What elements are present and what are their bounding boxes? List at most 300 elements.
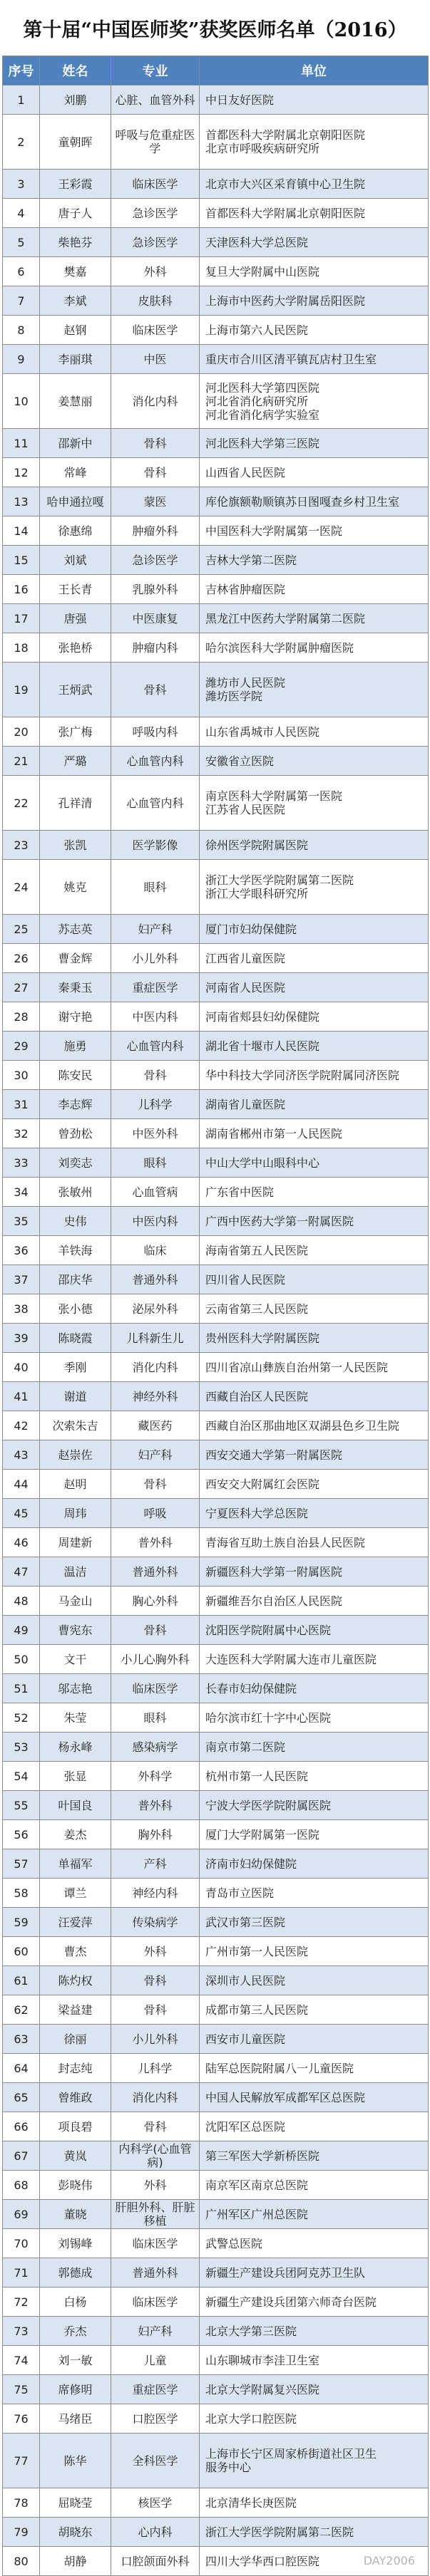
- unit-line: 浙江大学眼科研究所: [205, 887, 309, 900]
- cell-num: 35: [3, 1207, 40, 1236]
- cell-name: 赵崇佐: [40, 1440, 111, 1470]
- cell-specialty: 骨科: [111, 458, 200, 487]
- cell-specialty: 全科医学: [111, 2434, 200, 2488]
- unit-line: 湖南省儿童医院: [205, 1097, 286, 1111]
- unit-line: 西安市儿童医院: [205, 2032, 286, 2046]
- cell-specialty: 急诊医学: [111, 228, 200, 257]
- table-row: [3, 1908, 429, 1937]
- cell-specialty: 产科: [111, 1849, 200, 1879]
- table-row: [3, 257, 429, 286]
- cell-unit: [200, 316, 429, 345]
- unit-line: 武警总医院: [205, 2236, 263, 2250]
- cell-name: 陈华: [40, 2434, 111, 2488]
- table-row: [3, 316, 429, 345]
- cell-num: 53: [3, 1733, 40, 1762]
- table-row: [3, 1119, 429, 1148]
- cell-unit: [200, 286, 429, 316]
- cell-unit: [200, 1324, 429, 1353]
- cell-name: 严璐: [40, 747, 111, 776]
- cell-unit: [200, 575, 429, 604]
- cell-name: 马金山: [40, 1586, 111, 1616]
- cell-unit: [200, 2141, 429, 2171]
- cell-num: 28: [3, 1002, 40, 1032]
- cell-unit: [200, 1470, 429, 1499]
- cell-unit: [200, 1353, 429, 1382]
- cell-name: 张艳桥: [40, 633, 111, 663]
- cell-num: 13: [3, 487, 40, 516]
- cell-unit: [200, 2229, 429, 2258]
- cell-num: 11: [3, 429, 40, 458]
- table-row: [3, 1791, 429, 1820]
- unit-line: 新疆维吾尔自治区人民医院: [205, 1594, 343, 1608]
- cell-unit: [200, 2025, 429, 2054]
- unit-line: 重庆市合川区清平镇瓦店村卫生室: [205, 352, 377, 366]
- unit-line: 新疆医科大学第一附属医院: [205, 1564, 343, 1579]
- cell-unit: [200, 2346, 429, 2375]
- cell-specialty: 外科: [111, 2171, 200, 2200]
- cell-unit: [200, 199, 429, 228]
- table-row: [3, 776, 429, 831]
- cell-unit: [200, 1645, 429, 1674]
- cell-num: 80: [3, 2547, 40, 2576]
- unit-line: 沈阳医学院附属中心医院: [205, 1623, 332, 1637]
- cell-unit: [200, 2375, 429, 2404]
- cell-unit: [200, 1733, 429, 1762]
- cell-unit: [200, 1586, 429, 1616]
- cell-num: 19: [3, 663, 40, 717]
- cell-name: 文干: [40, 1645, 111, 1674]
- table-row: [3, 1616, 429, 1645]
- cell-name: 邬志艳: [40, 1674, 111, 1703]
- watermark: DAY2006: [363, 2554, 415, 2567]
- cell-unit: [200, 1879, 429, 1908]
- table-row: [3, 1207, 429, 1236]
- unit-line: 北京大学附属复兴医院: [205, 2382, 320, 2396]
- cell-num: 15: [3, 546, 40, 575]
- cell-name: 姜慧丽: [40, 374, 111, 429]
- cell-unit: [200, 2258, 429, 2287]
- cell-specialty: 心脏、血管外科: [111, 85, 200, 115]
- table-row: [3, 1762, 429, 1791]
- cell-specialty: 肿瘤外科: [111, 516, 200, 546]
- cell-specialty: 眼科: [111, 1148, 200, 1178]
- cell-unit: [200, 1674, 429, 1703]
- table-row: [3, 286, 429, 316]
- cell-unit: [200, 1294, 429, 1324]
- table-row: [3, 1820, 429, 1849]
- table-row: [3, 915, 429, 944]
- cell-unit: [200, 1119, 429, 1148]
- cell-name: 胡晓东: [40, 2518, 111, 2547]
- cell-name: 刘鹏: [40, 85, 111, 115]
- cell-name: 赵钢: [40, 316, 111, 345]
- cell-unit: [200, 973, 429, 1002]
- cell-specialty: 胸心外科: [111, 1586, 200, 1616]
- cell-specialty: 骨科: [111, 429, 200, 458]
- header-name: 姓名: [40, 56, 111, 85]
- unit-line: 黑龙江中医药大学附属第二医院: [205, 611, 366, 625]
- cell-specialty: 感染病学: [111, 1733, 200, 1762]
- cell-unit: [200, 944, 429, 973]
- cell-num: 16: [3, 575, 40, 604]
- table-row: [3, 1937, 429, 1966]
- cell-specialty: 临床医学: [111, 316, 200, 345]
- cell-specialty: 急诊医学: [111, 546, 200, 575]
- cell-name: 樊嘉: [40, 257, 111, 286]
- cell-unit: [200, 546, 429, 575]
- table-row: [3, 2375, 429, 2404]
- cell-name: 童朝晖: [40, 115, 111, 170]
- cell-num: 7: [3, 286, 40, 316]
- cell-specialty: 消化内科: [111, 2083, 200, 2112]
- table-row: [3, 2434, 429, 2488]
- unit-line: 新疆生产建设兵团第六师奇台医院: [205, 2295, 377, 2309]
- cell-name: 常峰: [40, 458, 111, 487]
- cell-num: 79: [3, 2518, 40, 2547]
- cell-specialty: 中医内科: [111, 1002, 200, 1032]
- cell-unit: [200, 170, 429, 199]
- unit-line: 西安交通大学第一附属医院: [205, 1448, 343, 1462]
- cell-unit: [200, 1528, 429, 1557]
- table-row: [3, 2171, 429, 2200]
- unit-line: 河北省消化病研究所: [205, 394, 309, 408]
- cell-specialty: 中医: [111, 345, 200, 374]
- table-header-row: [3, 56, 429, 85]
- cell-num: 4: [3, 199, 40, 228]
- table-row: [3, 1440, 429, 1470]
- cell-num: 14: [3, 516, 40, 546]
- cell-name: 姚克: [40, 860, 111, 915]
- cell-num: 24: [3, 860, 40, 915]
- cell-name: 苏志英: [40, 915, 111, 944]
- cell-specialty: 儿科学: [111, 2054, 200, 2083]
- cell-num: 9: [3, 345, 40, 374]
- table-row: [3, 1703, 429, 1733]
- unit-line: 深圳市人民医院: [205, 1973, 286, 1988]
- cell-specialty: 心血管内科: [111, 776, 200, 831]
- cell-specialty: 小儿外科: [111, 944, 200, 973]
- cell-num: 62: [3, 1995, 40, 2025]
- cell-unit: [200, 1499, 429, 1528]
- table-row: [3, 228, 429, 257]
- cell-num: 22: [3, 776, 40, 831]
- unit-line: 江西省儿童医院: [205, 951, 286, 965]
- unit-line: 天津医科大学总医院: [205, 235, 309, 249]
- table-row: [3, 1499, 429, 1528]
- cell-specialty: 中医内科: [111, 1207, 200, 1236]
- cell-num: 23: [3, 831, 40, 860]
- unit-line: 山东聊城市李洼卫生室: [205, 2353, 320, 2367]
- cell-unit: [200, 1265, 429, 1294]
- cell-specialty: 胸外科: [111, 1820, 200, 1849]
- table-row: [3, 2083, 429, 2112]
- cell-unit: [200, 915, 429, 944]
- cell-name: 彭晓伟: [40, 2171, 111, 2200]
- table-row: [3, 1557, 429, 1586]
- cell-unit: [200, 1762, 429, 1791]
- cell-specialty: 急诊医学: [111, 199, 200, 228]
- cell-specialty: 骨科: [111, 663, 200, 717]
- unit-line: 河北医科大学第四医院: [205, 380, 320, 395]
- cell-num: 44: [3, 1470, 40, 1499]
- cell-specialty: 妇产科: [111, 2317, 200, 2346]
- unit-line: 吉林省肿瘤医院: [205, 582, 286, 596]
- unit-line: 河北医科大学第三医院: [205, 436, 320, 450]
- cell-unit: [200, 1703, 429, 1733]
- table-row: [3, 487, 429, 516]
- cell-unit: [200, 1995, 429, 2025]
- cell-name: 徐丽: [40, 2025, 111, 2054]
- cell-specialty: 肝胆外科、肝脏移植: [111, 2200, 200, 2229]
- cell-unit: [200, 1440, 429, 1470]
- cell-specialty: 妇产科: [111, 915, 200, 944]
- cell-specialty: 普通外科: [111, 1557, 200, 1586]
- cell-specialty: 口腔颌面外科: [111, 2547, 200, 2576]
- table-row: [3, 2025, 429, 2054]
- cell-num: 47: [3, 1557, 40, 1586]
- table-row: [3, 1032, 429, 1061]
- table-row: [3, 633, 429, 663]
- cell-unit: [200, 487, 429, 516]
- cell-num: 26: [3, 944, 40, 973]
- unit-line: 广州军区广州总医院: [205, 2207, 309, 2221]
- table-row: [3, 1061, 429, 1090]
- table-row: [3, 663, 429, 717]
- table-row: [3, 747, 429, 776]
- cell-name: 马绪臣: [40, 2404, 111, 2434]
- cell-specialty: 肿瘤内科: [111, 633, 200, 663]
- cell-name: 朱莹: [40, 1703, 111, 1733]
- cell-name: 李丽琪: [40, 345, 111, 374]
- cell-name: 季刚: [40, 1353, 111, 1382]
- unit-line: 云南省第三人民医院: [205, 1302, 309, 1316]
- cell-name: 王炳武: [40, 663, 111, 717]
- unit-line: 浙江大学医学院附属第二医院: [205, 873, 354, 887]
- table-row: [3, 1294, 429, 1324]
- cell-num: 43: [3, 1440, 40, 1470]
- cell-specialty: 小儿外科: [111, 2025, 200, 2054]
- cell-num: 6: [3, 257, 40, 286]
- cell-name: 屈晓莹: [40, 2488, 111, 2518]
- unit-line: 西安交大附属红会医院: [205, 1477, 320, 1491]
- cell-name: 柴艳芬: [40, 228, 111, 257]
- cell-num: 39: [3, 1324, 40, 1353]
- table-row: [3, 2404, 429, 2434]
- table-row: [3, 860, 429, 915]
- cell-num: 34: [3, 1178, 40, 1207]
- cell-num: 27: [3, 973, 40, 1002]
- cell-specialty: 呼吸: [111, 1499, 200, 1528]
- table-row: [3, 1148, 429, 1178]
- unit-line: 大连医科大学附属大连市儿童医院: [205, 1652, 377, 1666]
- unit-line: 中日友好医院: [205, 93, 275, 107]
- cell-specialty: 临床医学: [111, 2229, 200, 2258]
- unit-line: 湖南省郴州市第一人民医院: [205, 1126, 343, 1141]
- cell-specialty: 骨科: [111, 1470, 200, 1499]
- cell-specialty: 眼科: [111, 1703, 200, 1733]
- unit-line: 厦门大学附属第一医院: [205, 1827, 320, 1842]
- cell-unit: [200, 1791, 429, 1820]
- cell-name: 黄岚: [40, 2141, 111, 2171]
- cell-specialty: 外科学: [111, 1762, 200, 1791]
- cell-name: 邵新中: [40, 429, 111, 458]
- cell-name: 白杨: [40, 2287, 111, 2317]
- cell-name: 史伟: [40, 1207, 111, 1236]
- cell-unit: [200, 2434, 429, 2488]
- unit-line: 宁夏医科大学总医院: [205, 1506, 309, 1520]
- cell-num: 55: [3, 1791, 40, 1820]
- cell-num: 59: [3, 1908, 40, 1937]
- unit-line: 潍坊市人民医院: [205, 676, 286, 690]
- unit-line: 宁波大学医学院附属医院: [205, 1798, 332, 1812]
- unit-line: 广东省中医院: [205, 1185, 275, 1199]
- unit-line: 广州市第一人民医院: [205, 1944, 309, 1958]
- cell-num: 77: [3, 2434, 40, 2488]
- cell-num: 3: [3, 170, 40, 199]
- cell-specialty: 传染病学: [111, 1908, 200, 1937]
- cell-num: 31: [3, 1090, 40, 1119]
- unit-line: 贵州医科大学附属医院: [205, 1331, 320, 1345]
- cell-num: 40: [3, 1353, 40, 1382]
- table-row: [3, 516, 429, 546]
- cell-unit: [200, 1207, 429, 1236]
- unit-line: 中国人民解放军成都军区总医院: [205, 2090, 366, 2104]
- cell-unit: [200, 2171, 429, 2200]
- cell-specialty: 核医学: [111, 2488, 200, 2518]
- cell-name: 邵庆华: [40, 1265, 111, 1294]
- header-unit: 单位: [200, 56, 429, 85]
- cell-specialty: 心血管病: [111, 1178, 200, 1207]
- unit-line: 青海省互助土族自治县人民医院: [205, 1535, 366, 1549]
- cell-name: 梁益建: [40, 1995, 111, 2025]
- unit-line: 沈阳军区总医院: [205, 2119, 286, 2134]
- cell-name: 王长青: [40, 575, 111, 604]
- cell-name: 赵明: [40, 1470, 111, 1499]
- table-row: [3, 2346, 429, 2375]
- cell-specialty: 小儿心胸外科: [111, 1645, 200, 1674]
- cell-num: 5: [3, 228, 40, 257]
- cell-name: 乔杰: [40, 2317, 111, 2346]
- cell-name: 唐子人: [40, 199, 111, 228]
- cell-specialty: 口腔医学: [111, 2404, 200, 2434]
- cell-num: 57: [3, 1849, 40, 1879]
- cell-name: 张显: [40, 1762, 111, 1791]
- cell-unit: [200, 1061, 429, 1090]
- cell-specialty: 重症医学: [111, 2375, 200, 2404]
- cell-num: 51: [3, 1674, 40, 1703]
- unit-line: 湖北省十堰市人民医院: [205, 1039, 320, 1053]
- cell-unit: [200, 257, 429, 286]
- cell-num: 25: [3, 915, 40, 944]
- header-num: 序号: [3, 56, 40, 85]
- table-row: [3, 2141, 429, 2171]
- table-row: [3, 1382, 429, 1411]
- cell-unit: [200, 429, 429, 458]
- unit-line: 库伦旗额勒顺镇苏日图嘎查乡村卫生室: [205, 494, 400, 509]
- cell-num: 12: [3, 458, 40, 487]
- cell-unit: [200, 1148, 429, 1178]
- unit-line: 哈尔滨市红十字中心医院: [205, 1710, 332, 1725]
- cell-num: 37: [3, 1265, 40, 1294]
- cell-specialty: 神经内科: [111, 1879, 200, 1908]
- cell-specialty: 心内科: [111, 2518, 200, 2547]
- cell-num: 18: [3, 633, 40, 663]
- cell-num: 52: [3, 1703, 40, 1733]
- cell-specialty: 蒙医: [111, 487, 200, 516]
- cell-name: 刘一敏: [40, 2346, 111, 2375]
- cell-unit: [200, 633, 429, 663]
- cell-name: 周玮: [40, 1499, 111, 1528]
- cell-specialty: 临床医学: [111, 1674, 200, 1703]
- unit-line: 北京清华长庚医院: [205, 2496, 297, 2510]
- cell-specialty: 临床: [111, 1236, 200, 1265]
- unit-line: 陆军总医院附属八一儿童医院: [205, 2061, 354, 2075]
- cell-unit: [200, 1616, 429, 1645]
- table-row: [3, 604, 429, 633]
- unit-line: 徐州医学院附属医院: [205, 838, 309, 852]
- table-row: [3, 1995, 429, 2025]
- table-row: [3, 1645, 429, 1674]
- unit-line: 长春市妇幼保健院: [205, 1681, 297, 1695]
- cell-name: 封志纯: [40, 2054, 111, 2083]
- cell-num: 21: [3, 747, 40, 776]
- cell-num: 61: [3, 1966, 40, 1995]
- cell-name: 孔祥清: [40, 776, 111, 831]
- cell-num: 75: [3, 2375, 40, 2404]
- cell-specialty: 普通外科: [111, 2258, 200, 2287]
- unit-line: 北京市呼吸疾病研究所: [205, 142, 320, 155]
- table-row: [3, 575, 429, 604]
- unit-line: 上海市中医药大学附属岳阳医院: [205, 294, 366, 308]
- cell-specialty: 重症医学: [111, 973, 200, 1002]
- cell-name: 谭兰: [40, 1879, 111, 1908]
- cell-unit: [200, 747, 429, 776]
- cell-unit: [200, 1849, 429, 1879]
- cell-unit: [200, 115, 429, 170]
- cell-name: 郭德成: [40, 2258, 111, 2287]
- unit-line: 河南省郏县妇幼保健院: [205, 1009, 320, 1024]
- unit-line: 北京市大兴区采育镇中心卫生院: [205, 177, 366, 191]
- unit-line: 复旦大学附属中山医院: [205, 264, 320, 279]
- header-specialty: 专业: [111, 56, 200, 85]
- cell-unit: [200, 2112, 429, 2141]
- unit-line: 杭州市第一人民医院: [205, 1769, 309, 1783]
- cell-specialty: 外科: [111, 257, 200, 286]
- unit-line: 山西省人民医院: [205, 465, 286, 479]
- unit-line: 潍坊医学院: [205, 690, 263, 703]
- cell-unit: [200, 2083, 429, 2112]
- cell-num: 29: [3, 1032, 40, 1061]
- cell-name: 刘锡峰: [40, 2229, 111, 2258]
- unit-line: 上海市长宁区周家桥街道社区卫生: [205, 2447, 377, 2461]
- unit-line: 服务中心: [205, 2461, 252, 2474]
- unit-line: 第三军医大学新桥医院: [205, 2149, 320, 2163]
- cell-num: 56: [3, 1820, 40, 1849]
- cell-unit: [200, 374, 429, 429]
- table-row: [3, 2317, 429, 2346]
- cell-num: 42: [3, 1411, 40, 1440]
- unit-line: 南京军区南京总医院: [205, 2178, 309, 2192]
- cell-num: 58: [3, 1879, 40, 1908]
- cell-num: 1: [3, 85, 40, 115]
- table-row: [3, 2518, 429, 2547]
- cell-specialty: 中医外科: [111, 1119, 200, 1148]
- cell-name: 汪爱萍: [40, 1908, 111, 1937]
- cell-num: 67: [3, 2141, 40, 2171]
- cell-specialty: 骨科: [111, 2112, 200, 2141]
- cell-unit: [200, 516, 429, 546]
- cell-specialty: 临床医学: [111, 170, 200, 199]
